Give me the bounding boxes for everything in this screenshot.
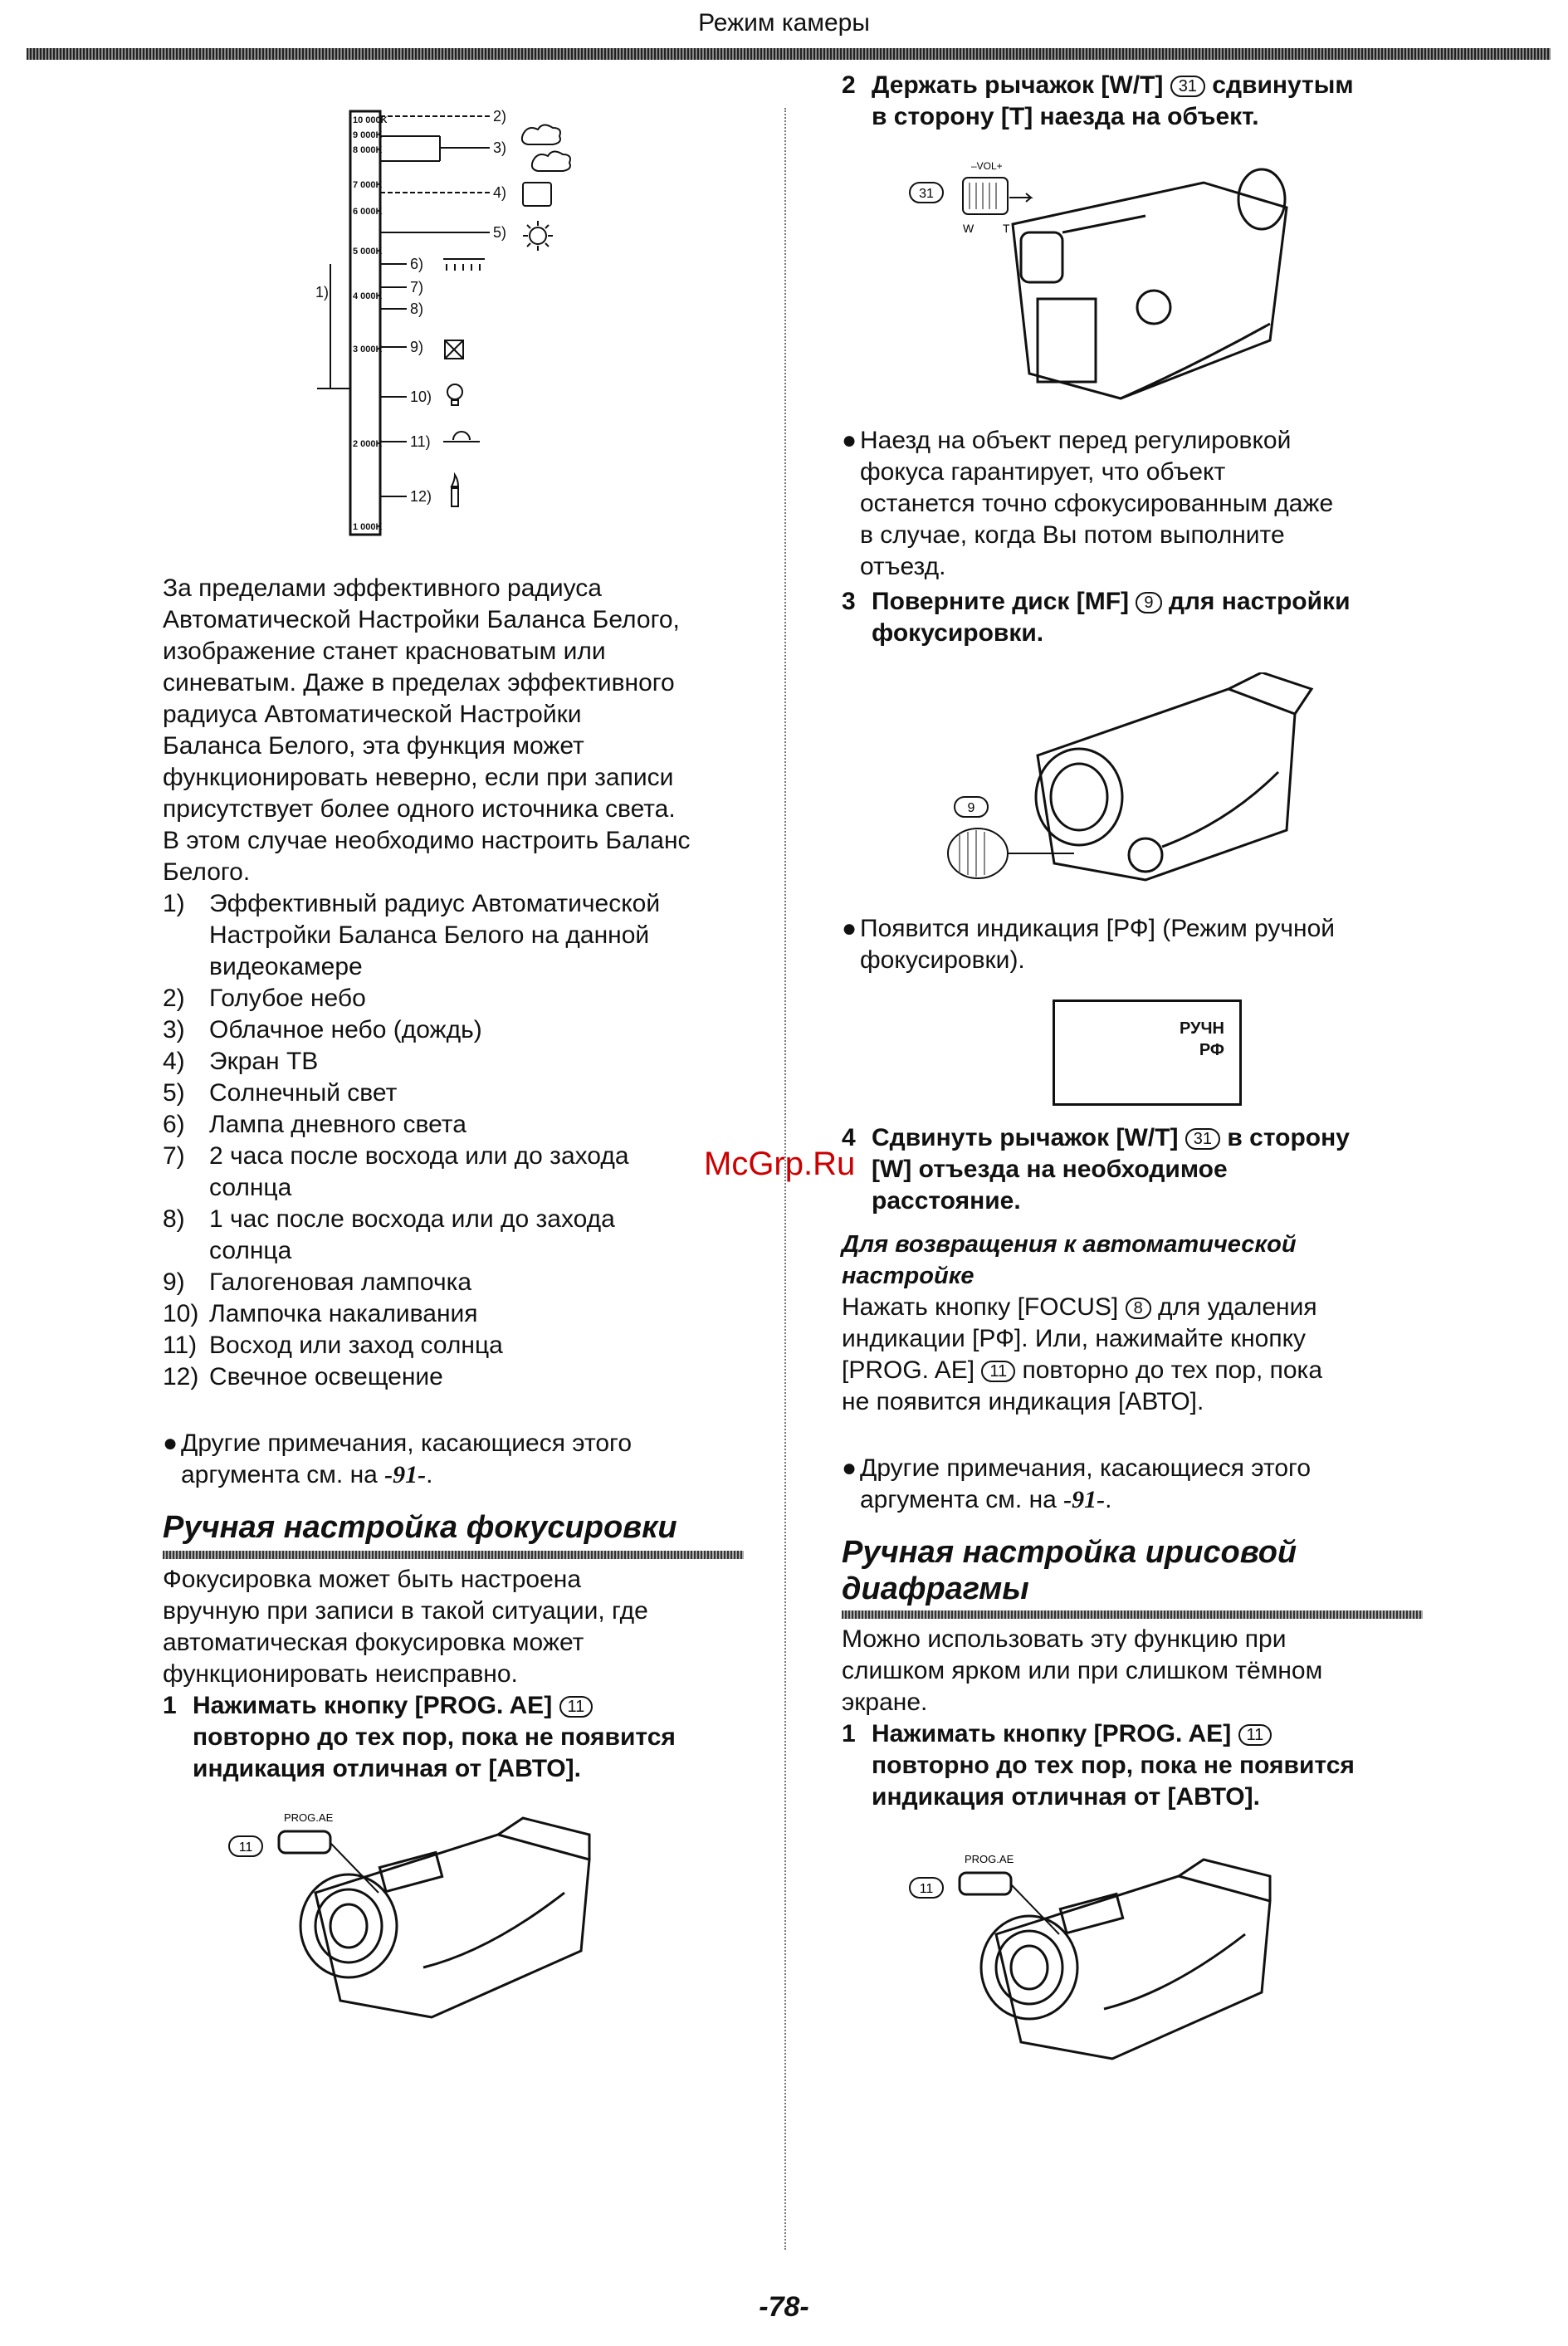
scale-10000: 10 000K — [353, 115, 388, 125]
scale-6000: 6 000K — [353, 207, 383, 217]
prog-ae-button — [960, 1873, 1011, 1894]
button-ref: 9 — [1136, 592, 1161, 613]
sun-icon — [530, 227, 546, 244]
intro-line: присутствует более одного источника света. — [163, 795, 676, 823]
camcorder-figure-prog-ae — [224, 1801, 623, 2034]
step-1: 1 Нажимать кнопку [PROG. AE] 11 повторно до тех пор, пока не появится индикация отличная от [АВТО]. — [842, 1720, 1355, 1811]
cloud-icon-1 — [522, 125, 560, 144]
bullet-icon: ● — [842, 915, 857, 942]
white-balance-chart — [315, 106, 614, 546]
section-text: Фокусировка может быть настроена — [163, 1566, 582, 1593]
scale-1000: 1 000K — [353, 522, 383, 532]
step-4: 4 Сдвинуть рычажок [W/T] 31 в сторону [W] отъезда на необходимое расстояние. — [842, 1124, 1350, 1215]
list-item: 12) Свечное освещение — [163, 1363, 443, 1390]
prog-ae-button — [279, 1831, 330, 1853]
button-ref: 11 — [919, 1882, 934, 1896]
bullet-icon: ● — [842, 1454, 857, 1482]
button-ref: 31 — [1185, 1128, 1220, 1150]
list-item: 8) 1 час после восхода или до захода солнца — [163, 1205, 615, 1264]
camcorder-figure-mf-dial — [930, 672, 1345, 897]
button-ref: 9 — [967, 801, 975, 815]
section-text: экране. — [842, 1689, 928, 1716]
list-item: 7) 2 часа после восхода или до захода солнца — [163, 1142, 629, 1201]
button-ref: 11 — [559, 1696, 593, 1718]
bullet-zoom-note: ● Наезд на объект перед регулировкой фокуса гарантирует, что объект останется точно сфокусированным даже в случае, когда Вы потом выполните отъезд. — [842, 425, 1423, 583]
prog-ae-label: PROG.AE — [965, 1853, 1014, 1865]
subhead: настройке — [842, 1263, 975, 1289]
button-ref: 31 — [919, 187, 934, 201]
intro-line: радиуса Автоматической Настройки — [163, 701, 582, 728]
intro-line: Баланса Белого, эта функция может — [163, 732, 584, 760]
intro-line: Белого. — [163, 858, 251, 886]
section-text: Можно использовать эту функцию при — [842, 1625, 1287, 1653]
scale-8000: 8 000K — [353, 145, 383, 155]
scale-3000: 3 000K — [353, 345, 383, 354]
section-text: автоматическая фокусировка может — [163, 1629, 584, 1656]
list-item: 3) Облачное небо (дождь) — [163, 1016, 482, 1043]
section-manual-iris — [842, 1534, 1423, 1813]
label-2: 2) — [493, 108, 507, 125]
subhead: Для возвращения к автоматической — [842, 1231, 1297, 1258]
intro-line: изображение станет красноватым или — [163, 638, 606, 665]
bulb-icon — [447, 384, 462, 399]
display-line-2: РФ — [1199, 1041, 1224, 1059]
label-6: 6) — [410, 256, 424, 272]
camcorder-figure-prog-ae-2 — [905, 1848, 1303, 2080]
page-ref: -91- — [1063, 1486, 1106, 1513]
label-4: 4) — [493, 184, 507, 201]
bullet-mf-note: ● Появится индикация [РФ] (Режим ручной фокусировки). — [842, 913, 1423, 976]
label-3: 3) — [493, 139, 507, 156]
section-rule — [842, 1610, 1423, 1619]
button-ref: 31 — [1170, 76, 1205, 97]
label-1: 1) — [315, 284, 330, 301]
watermark: McGrp.Ru — [704, 1146, 856, 1182]
step-1: 1 Нажимать кнопку [PROG. AE] 11 повторно до тех пор, пока не появится индикация отличная от [АВТО]. — [163, 1692, 676, 1782]
t-label: T — [1003, 222, 1010, 235]
right-note: ● Другие примечания, касающиеся этого аргумента см. на -91-. — [842, 1453, 1423, 1516]
camcorder-figure-zoom-lever — [905, 149, 1303, 415]
intro-line: Автоматической Настройки Баланса Белого, — [163, 606, 680, 633]
step-2: 2 Держать рычажок [W/T] 31 сдвинутым в сторону [T] наезда на объект. — [842, 71, 1354, 130]
list-item: 11) Восход или заход солнца — [163, 1332, 503, 1359]
scale-5000: 5 000K — [353, 247, 383, 257]
page-number: -78- — [759, 2291, 809, 2323]
section-rule — [163, 1551, 744, 1559]
label-5: 5) — [493, 224, 507, 241]
page-ref: -91- — [384, 1461, 427, 1488]
section-title: Ручная настройка ирисовой — [842, 1535, 1297, 1570]
list-item: 6) Лампа дневного света — [163, 1111, 466, 1138]
prog-ae-label: PROG.AE — [284, 1811, 334, 1824]
header-rule — [27, 48, 1551, 60]
return-to-auto: Для возвращения к автоматической настройке Нажать кнопку [FOCUS] 8 для удаления индикации [РФ]. Или, нажимайте кнопку [PROG. AE] 11 повторно до тех пор, пока не появится индикация [АВТО]. — [842, 1229, 1423, 1418]
list-item: 2) Голубое небо — [163, 985, 366, 1012]
sunset-icon — [443, 432, 480, 442]
fluorescent-lamp-icon — [443, 259, 485, 271]
mf-dial — [948, 828, 1008, 878]
list-item: 4) Экран ТВ — [163, 1048, 319, 1075]
intro-line: функционировать неверно, если при записи — [163, 764, 674, 791]
viewfinder-display — [1053, 999, 1242, 1106]
vol-label: –VOL+ — [971, 160, 1003, 172]
scale-9000: 9 000K — [353, 130, 383, 140]
label-12: 12) — [410, 488, 432, 505]
label-11: 11) — [410, 433, 431, 450]
list-item: 1) Эффективный радиус Автоматической Настройки Баланса Белого на данной видеокамере — [163, 890, 661, 980]
scale-2000: 2 000K — [353, 439, 383, 449]
intro-line: В этом случае необходимо настроить Баланс — [163, 827, 691, 854]
step-3: 3 Поверните диск [MF] 9 для настройки фокусировки. — [842, 588, 1351, 647]
bullet-icon: ● — [842, 427, 857, 454]
candle-icon — [452, 475, 458, 506]
bullet-icon: ● — [163, 1430, 178, 1457]
button-ref: 11 — [1238, 1724, 1272, 1746]
section-text: функционировать неисправно. — [163, 1660, 518, 1688]
left-intro — [163, 573, 744, 888]
legend-list — [163, 888, 744, 1393]
left-note: ● Другие примечания, касающиеся этого аргумента см. на -91-. — [163, 1428, 744, 1491]
list-item: 9) Галогеновая лампочка — [163, 1268, 472, 1296]
list-item: 5) Солнечный свет — [163, 1079, 398, 1107]
label-7: 7) — [410, 279, 424, 296]
label-9: 9) — [410, 339, 424, 355]
button-ref: 11 — [238, 1840, 253, 1855]
section-text: вручную при записи в такой ситуации, где — [163, 1597, 648, 1625]
scale-7000: 7 000K — [353, 180, 383, 190]
label-8: 8) — [410, 301, 424, 317]
intro-line: синеватым. Даже в пределах эффективного — [163, 669, 675, 696]
button-ref: 11 — [981, 1361, 1015, 1382]
section-title: диафрагмы — [842, 1571, 1029, 1606]
section-manual-focus — [163, 1509, 744, 1785]
label-10: 10) — [410, 389, 432, 405]
list-item: 10) Лампочка накаливания — [163, 1300, 478, 1327]
scale-4000: 4 000K — [353, 291, 383, 301]
button-ref: 8 — [1126, 1298, 1151, 1319]
display-line-1: РУЧН — [1179, 1019, 1224, 1038]
cloud-icon-2 — [532, 151, 570, 171]
w-label: W — [963, 222, 975, 235]
tv-icon — [523, 183, 551, 206]
scale-bar — [350, 111, 380, 535]
intro-line: За пределами эффективного радиуса — [163, 574, 602, 602]
arrow-icon — [1009, 193, 1031, 202]
page-header-title: Режим камеры — [698, 9, 870, 37]
section-title: Ручная настройка фокусировки — [163, 1510, 677, 1545]
section-text: слишком ярком или при слишком тёмном — [842, 1657, 1323, 1684]
